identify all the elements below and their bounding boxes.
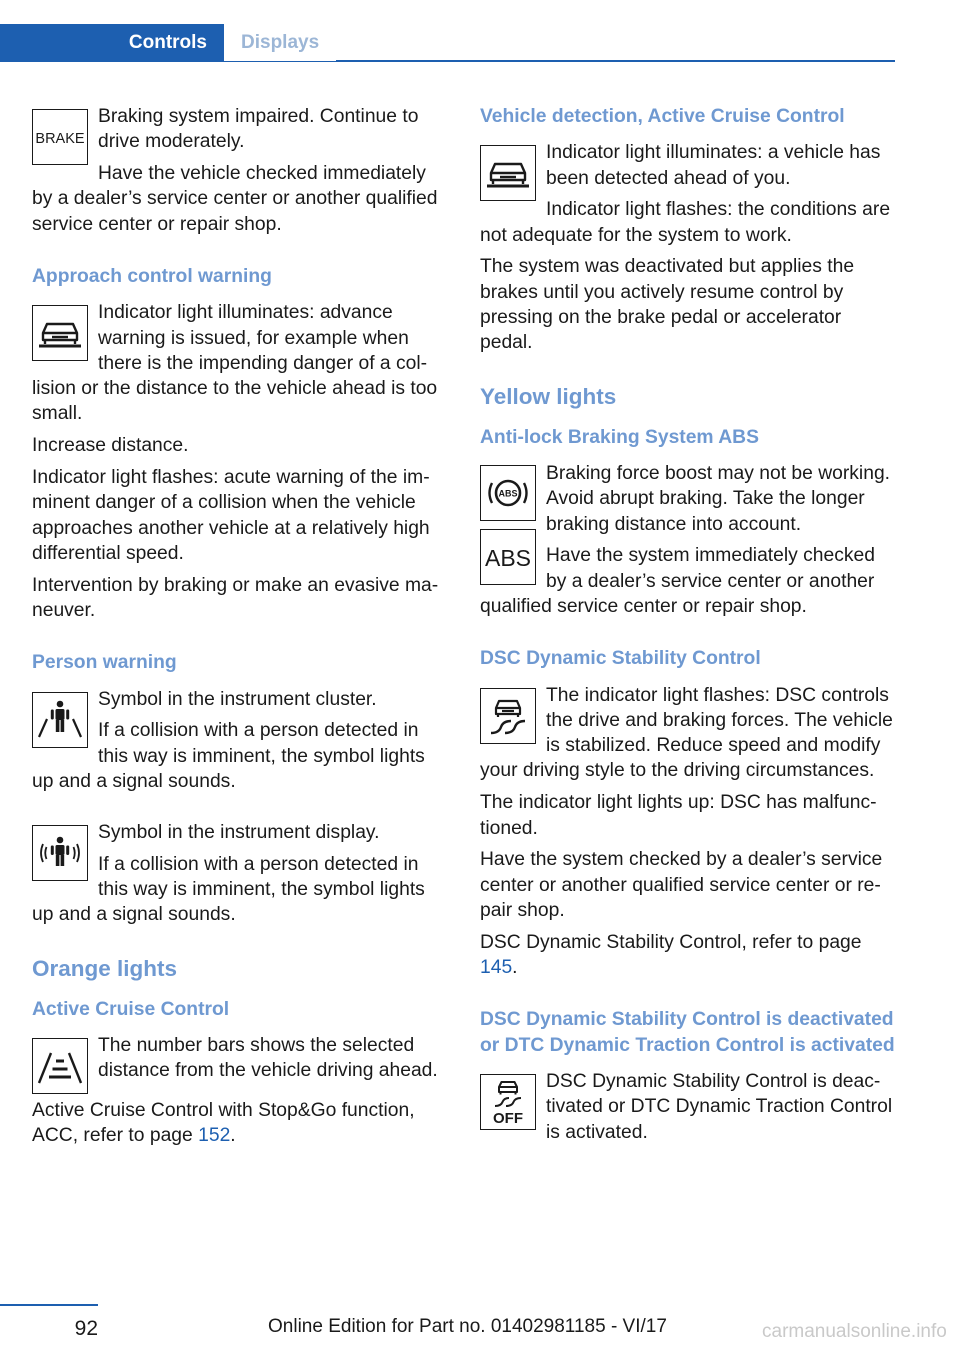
- abs-circle-label: ABS: [498, 488, 518, 499]
- vehicle-text-1: Indicator light illuminates: a vehicle has been detected ahead of you.: [546, 142, 881, 189]
- distance-bars-icon: [32, 1038, 88, 1094]
- heading-orange-lights: Orange lights: [32, 955, 178, 981]
- footer-rule: [0, 1304, 98, 1306]
- page-number: 92: [74, 1317, 98, 1340]
- approach-text-3: Indicator light flashes: acute warning of the imminent danger of a collision when the vehicle approaches another vehicle at a relatively high differential speed.: [32, 467, 430, 564]
- dsc-off-text-1: DSC Dynamic Stability Control is deactivated or DTC Dynamic Traction Control is activated.: [546, 1070, 893, 1143]
- chapter-tabs: [0, 24, 895, 62]
- acc-ref-text: Active Cruise Control with Stop&Go function, ACC, refer to page: [32, 1099, 415, 1147]
- brake-text-2: Have the vehicle checked immediately by a dealer’s service center or another qualified service center or repair shop.: [32, 163, 438, 235]
- heading-abs: Anti-lock Braking System ABS: [480, 426, 759, 448]
- approach-text-1: Indicator light illuminates: advance warning is issued, for example when there is the impending danger of a collision or the distance to the vehicle ahead is too small.: [32, 302, 438, 425]
- watermark: carmanualsonline.info: [762, 1321, 947, 1342]
- vehicle-text-2: Indicator light flashes: the conditions are not adequate for the system to work.: [480, 199, 891, 246]
- heading-dsc: DSC Dynamic Stability Control: [480, 648, 761, 670]
- dsc-text-2: The indicator light lights up: DSC has malfunctioned.: [480, 792, 877, 839]
- acc-text-1: The number bars shows the selected distance from the vehicle driving ahead.: [98, 1034, 438, 1082]
- page-link-145[interactable]: 145: [480, 957, 513, 979]
- tab-controls[interactable]: Controls: [0, 24, 224, 61]
- dsc-ref-text: DSC Dynamic Stability Control, refer to page: [480, 931, 862, 953]
- brake-icon-label: BRAKE: [35, 131, 85, 147]
- spacer: [32, 801, 447, 820]
- dsc-text-4: [480, 930, 896, 981]
- approach-warning-car-icon: [32, 305, 88, 361]
- abs-circle-icon: [480, 465, 536, 521]
- right-column: [480, 104, 896, 1151]
- heading-person-warning: Person warning: [32, 652, 177, 674]
- person-text-3: Symbol in the instrument display.: [98, 821, 380, 843]
- abs-box-label: ABS: [484, 544, 532, 571]
- abs-text-icon: [480, 529, 536, 585]
- heading-approach-control-warning: Approach control warning: [32, 265, 272, 287]
- person-text-1: Symbol in the instrument cluster.: [98, 688, 377, 710]
- tab-displays[interactable]: Displays: [224, 24, 336, 61]
- abs-text-2: Have the system immediately checked by a dealer’s service center or another qualified service center or repair shop.: [480, 545, 875, 617]
- heading-active-cruise-control: Active Cruise Control: [32, 998, 230, 1020]
- person-text-4: If a collision with a person detected in this way is imminent, the symbol lights up and a signal sounds.: [32, 853, 425, 926]
- dsc-ref-period: .: [512, 957, 518, 979]
- vehicle-detected-car-icon: [480, 145, 536, 201]
- approach-text-2: Increase distance.: [32, 435, 189, 457]
- heading-vehicle-detection: Vehicle detection, Active Cruise Control: [480, 106, 845, 127]
- edition-line: Online Edition for Part no. 01402981185 - VI/17: [268, 1316, 667, 1337]
- acc-ref-period: .: [230, 1125, 236, 1147]
- person-warning-signal-icon: [32, 825, 88, 881]
- heading-dsc-deactivated: DSC Dynamic Stability Control is deactivated or DTC Dynamic Traction Control is activated: [480, 1009, 895, 1056]
- abs-text-1: Braking force boost may not be working. Avoid abrupt braking. Take the longer braking distance into account.: [546, 462, 891, 535]
- left-column: [32, 104, 447, 1155]
- brake-warning-icon: [32, 109, 88, 165]
- vehicle-text-3: The system was deactivated but applies the brakes until you actively resume control by pressing on the brake pedal or accelerator pedal.: [480, 256, 855, 354]
- heading-yellow-lights: Yellow lights: [480, 383, 617, 409]
- abs-icon-stack: [480, 461, 546, 585]
- brake-text-1: Braking system impaired. Continue to drive moderately.: [98, 106, 419, 153]
- acc-text-2: [32, 1098, 447, 1149]
- dsc-text-3: Have the system checked by a dealer’s service center or another qualified service center or repair shop.: [480, 849, 883, 921]
- dsc-off-icon: [480, 1074, 536, 1130]
- dsc-text-1: The indicator light flashes: DSC controls the drive and braking forces. The vehicle is stabilized. Reduce speed and modify your driving style to the driving circumstances.: [480, 684, 893, 782]
- person-text-2: If a collision with a person detected in this way is imminent, the symbol lights up and a signal sounds.: [32, 720, 425, 793]
- approach-text-4: Intervention by braking or make an evasive maneuver.: [32, 574, 439, 622]
- dsc-skid-car-icon: [480, 688, 536, 744]
- page-link-152[interactable]: 152: [198, 1125, 231, 1147]
- person-warning-road-icon: [32, 692, 88, 748]
- dsc-off-label: OFF: [493, 1109, 523, 1127]
